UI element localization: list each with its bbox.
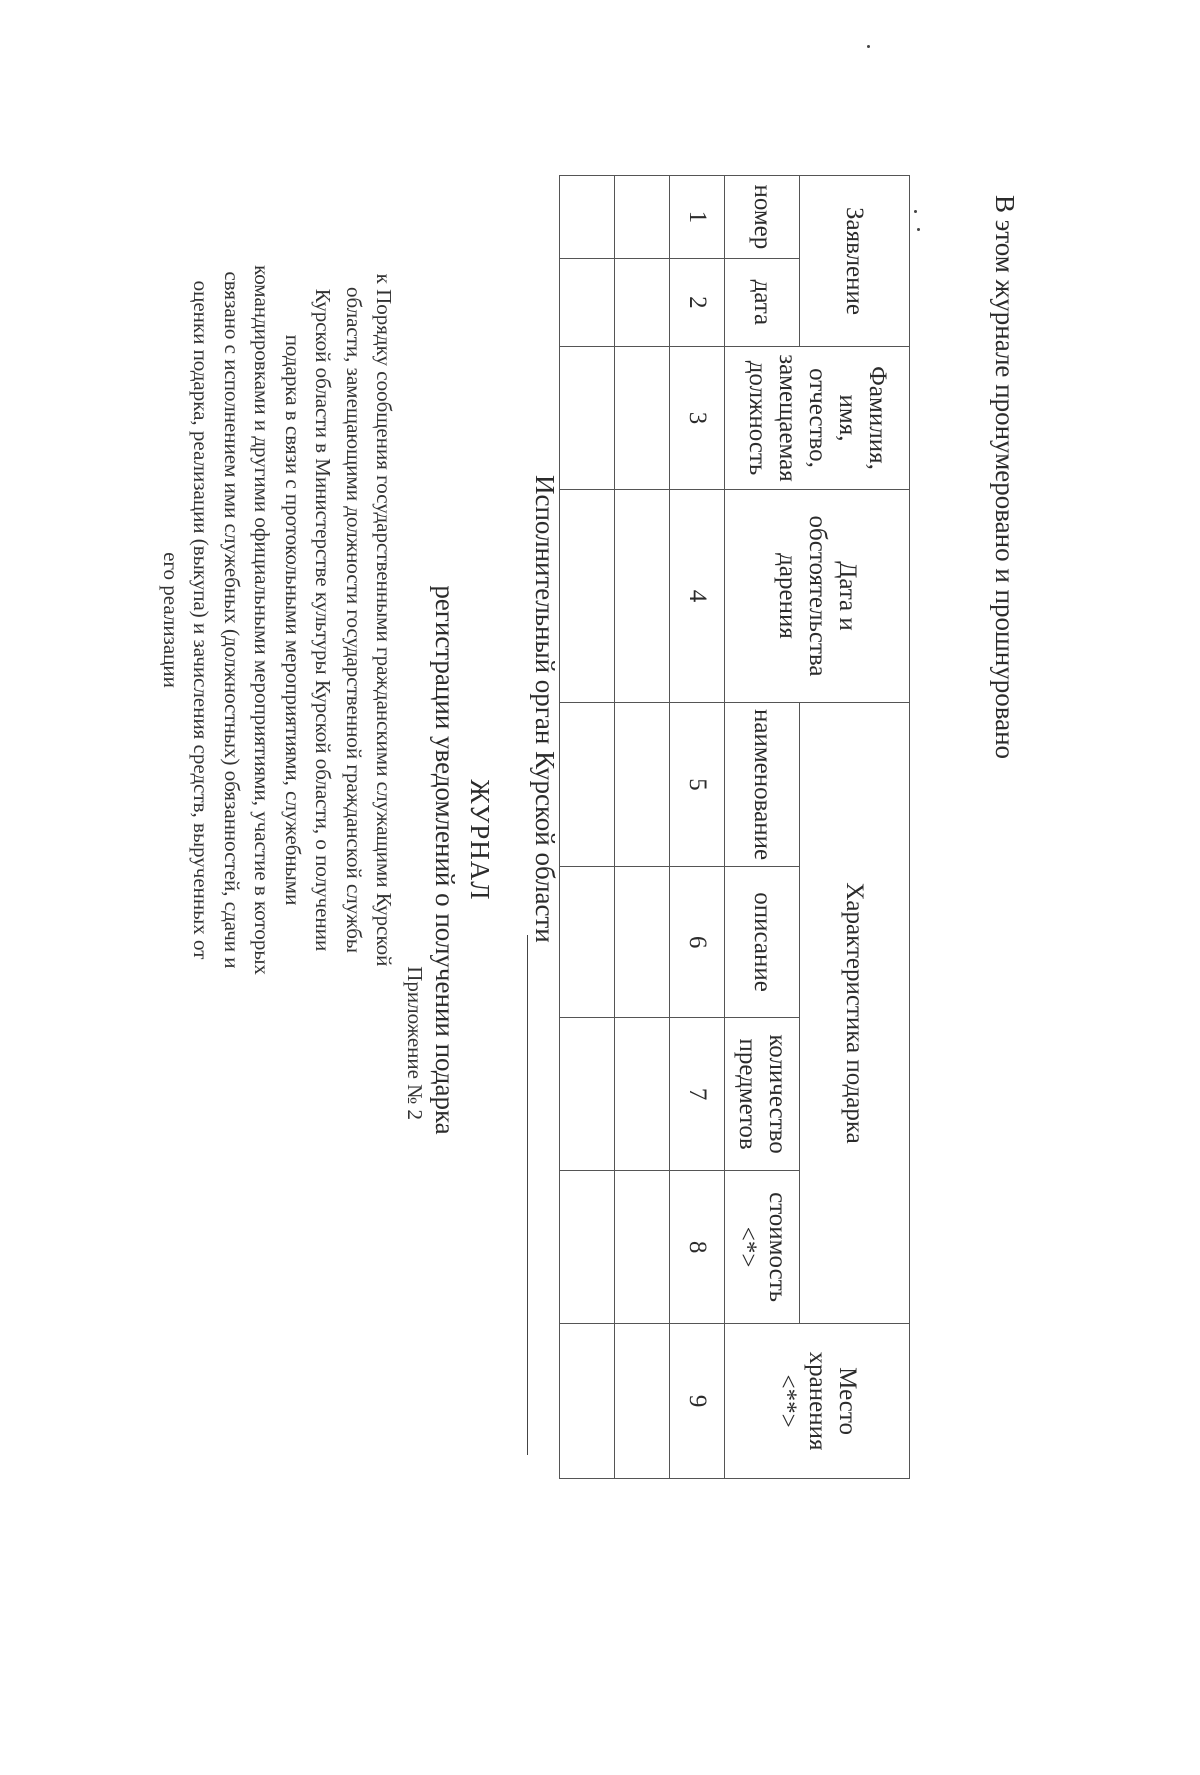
table-header-row [800, 176, 910, 1479]
column-number-row [670, 176, 725, 1479]
column-number: 4 [670, 490, 725, 703]
table-row [560, 176, 615, 1479]
header-storage: Место хранения <**> [725, 1324, 910, 1479]
empty-cell [615, 1171, 670, 1324]
footer-note: В этом журнале пронумеровано и прошнуровано [990, 195, 1020, 760]
empty-cell [560, 347, 615, 490]
scan-speck [914, 210, 917, 213]
appendix-line: Приложение № 2 [403, 966, 427, 1120]
header-cost: стоимость <*> [725, 1171, 800, 1324]
organization-line [529, 475, 560, 1775]
column-number: 7 [670, 1018, 725, 1171]
empty-cell [560, 1324, 615, 1479]
scan-speck [867, 45, 870, 48]
column-number: 2 [670, 258, 725, 346]
empty-cell [560, 176, 615, 259]
column-number: 1 [670, 176, 725, 259]
appendix-line: связано с исполнением ими служебных (должностных) обязанностей, сдачи и [220, 271, 244, 969]
header-application: Заявление [800, 176, 910, 347]
appendix-line: его реализации [159, 552, 183, 688]
header-description: описание [725, 867, 800, 1018]
column-number: 8 [670, 1171, 725, 1324]
header-number: номер [725, 176, 800, 259]
empty-cell [615, 867, 670, 1018]
header-gift: Характеристика подарка [800, 703, 910, 1324]
appendix-line: подарка в связи с протокольными мероприятиями, служебными [281, 334, 305, 906]
appendix-line: Курской области в Министерстве культуры Курской области, о получении [311, 288, 336, 952]
appendix-line: области, замещающими должности государственной гражданской службы [342, 286, 366, 954]
empty-cell [560, 703, 615, 867]
journal-table [559, 175, 910, 1479]
organization-fill-line [527, 935, 528, 1455]
column-number: 6 [670, 867, 725, 1018]
header-person: Фамилия, имя, отчество, замещаемая должность [725, 347, 910, 490]
header-quantity: количество предметов [725, 1018, 800, 1171]
header-name: наименование [725, 703, 800, 867]
empty-cell [615, 1018, 670, 1171]
document-title: ЖУРНАЛ [465, 779, 495, 901]
empty-cell [560, 1018, 615, 1171]
document-subtitle: регистрации уведомлений о получении подарка [430, 585, 460, 1135]
appendix-note [156, 120, 431, 1120]
appendix-line: к Порядку сообщения государственными гражданскими служащими Курской [372, 273, 397, 967]
column-number: 3 [670, 347, 725, 490]
empty-cell [615, 1324, 670, 1479]
organization-label: Исполнительный орган Курской области [530, 475, 560, 943]
table-row [615, 176, 670, 1479]
empty-cell [560, 867, 615, 1018]
empty-cell [560, 1171, 615, 1324]
empty-cell [615, 258, 670, 346]
column-number: 5 [670, 703, 725, 867]
column-number: 9 [670, 1324, 725, 1479]
scan-speck [917, 228, 920, 231]
empty-cell [615, 703, 670, 867]
empty-cell [615, 347, 670, 490]
empty-cell [560, 490, 615, 703]
empty-cell [560, 258, 615, 346]
empty-cell [615, 490, 670, 703]
header-circumstances: Дата и обстоятельства дарения [725, 490, 910, 703]
empty-cell [615, 176, 670, 259]
appendix-line: командировками и другими официальными мероприятиями, участие в которых [250, 265, 275, 975]
appendix-line: оценки подарка, реализации (выкупа) и зачисления средств, вырученных от [189, 280, 214, 960]
header-date: дата [725, 258, 800, 346]
